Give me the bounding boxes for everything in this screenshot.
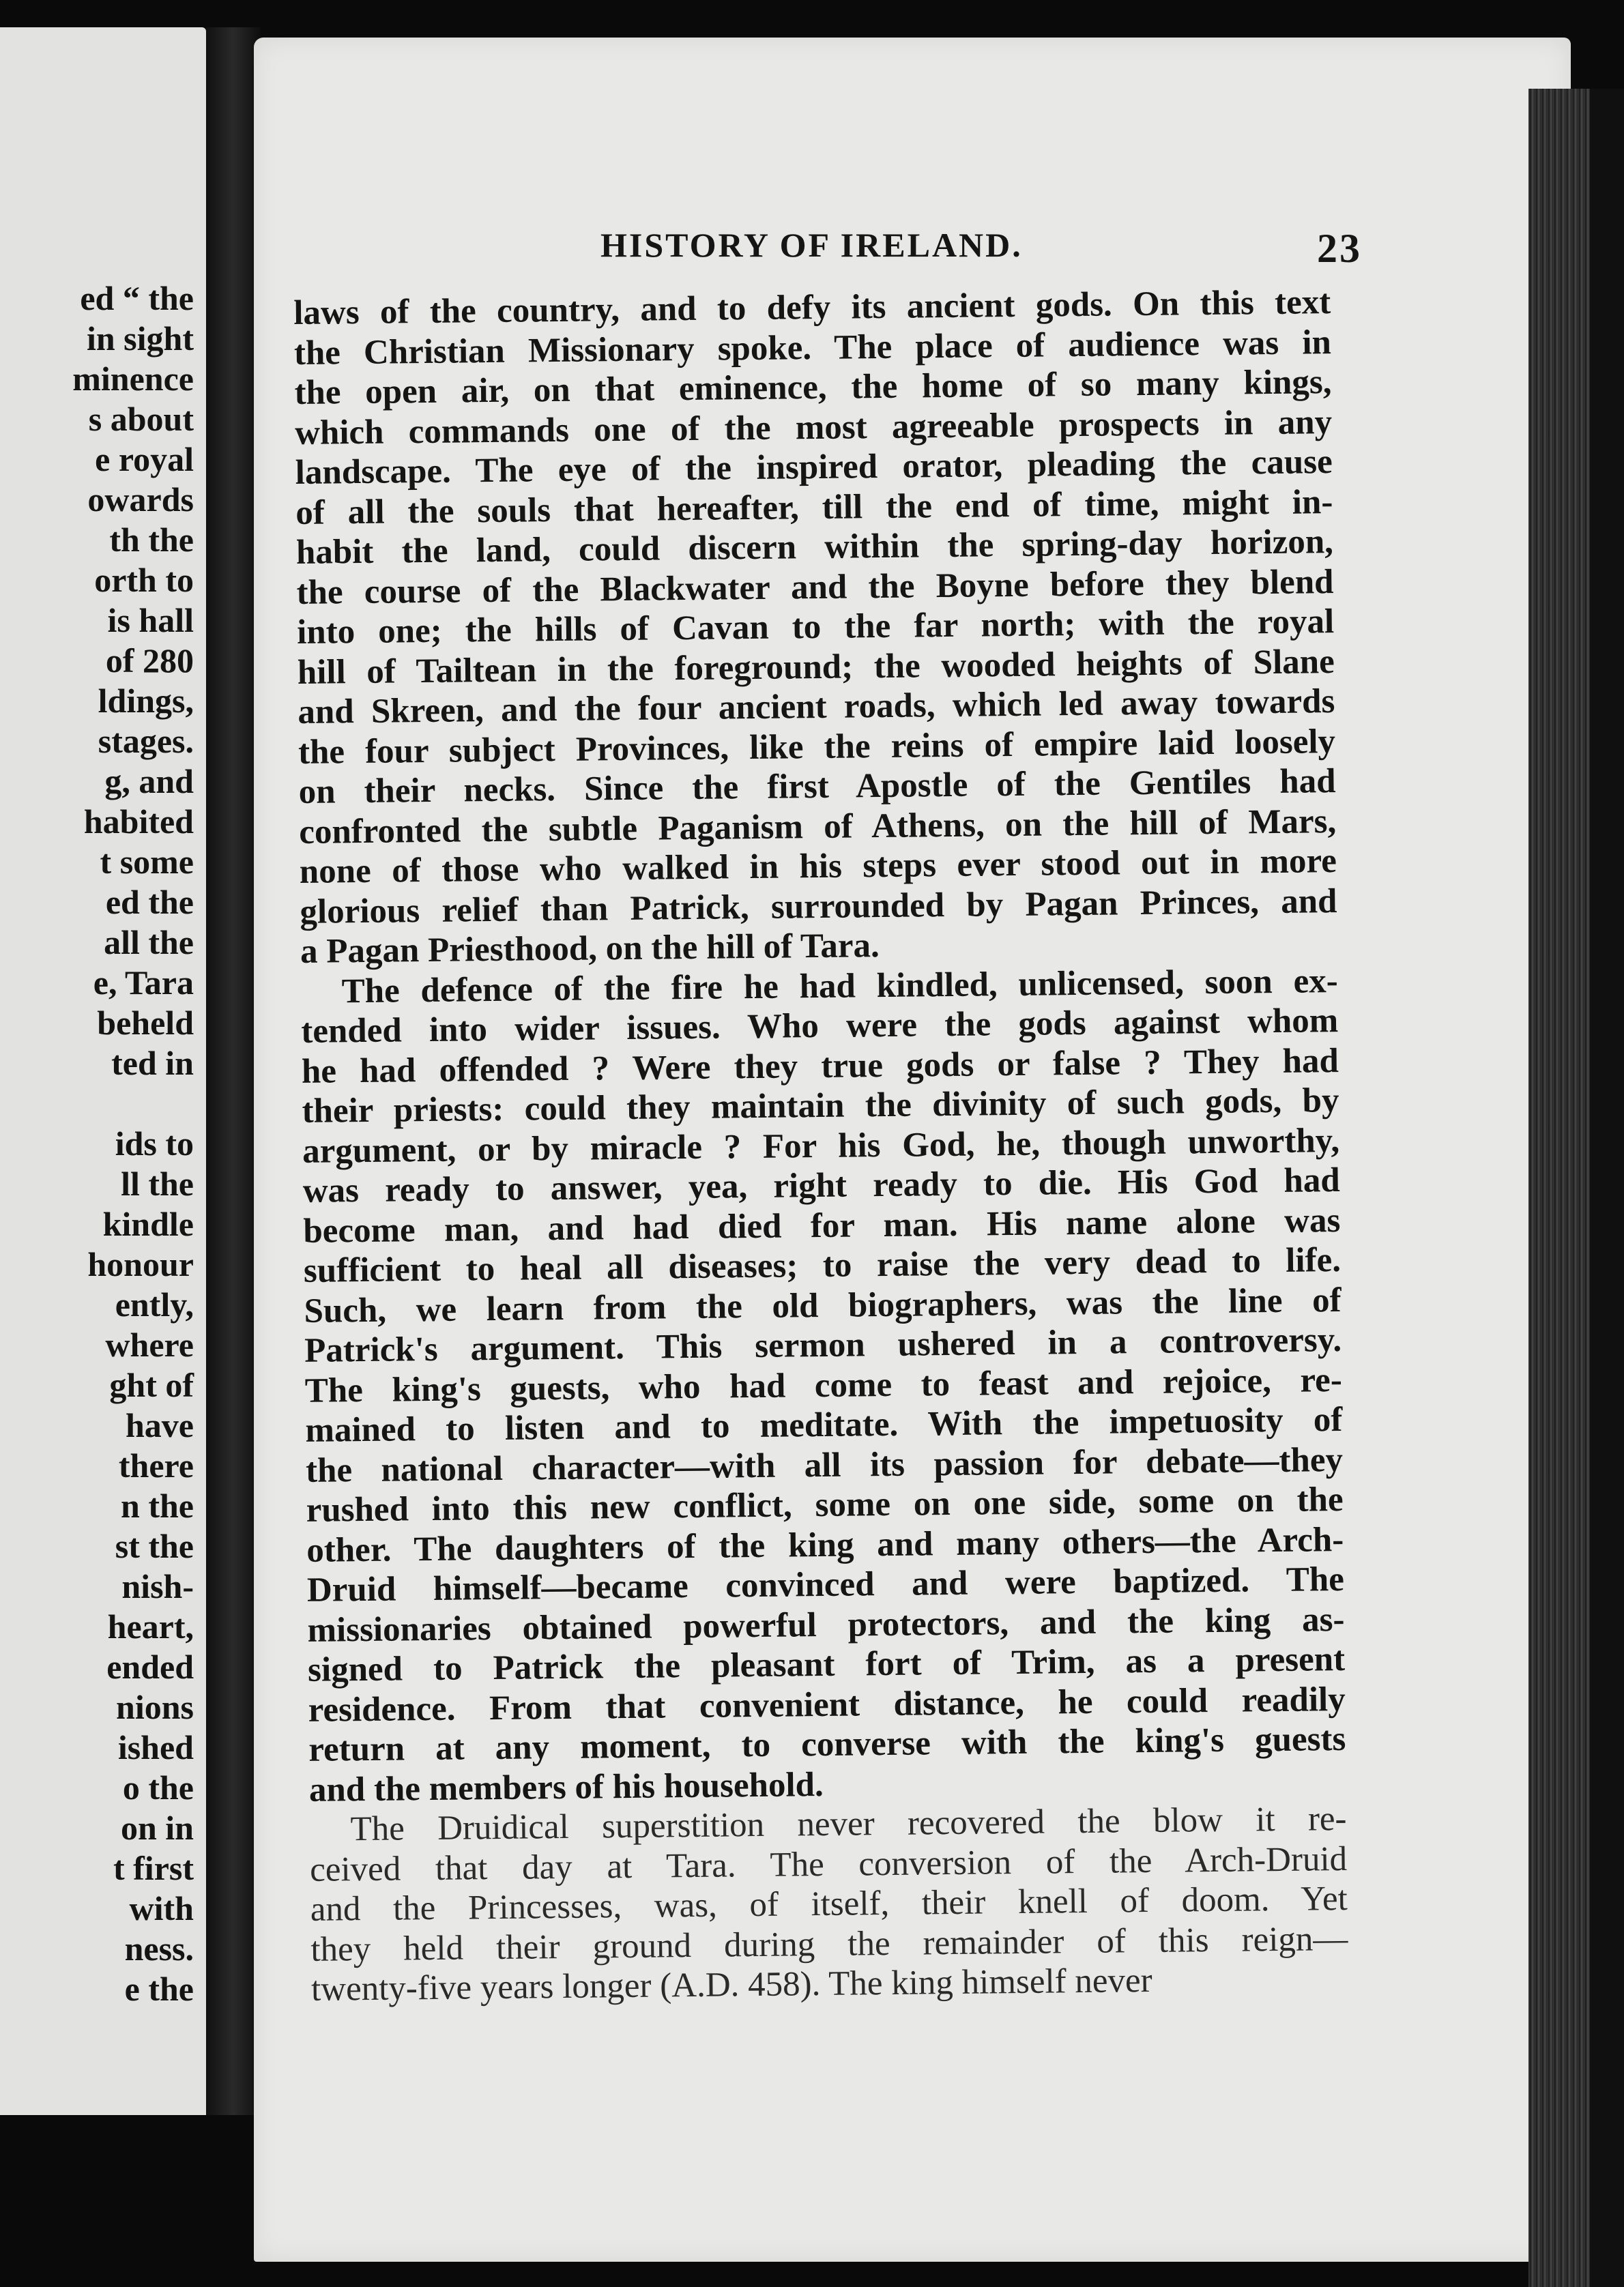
facing-line-fragment: ed “ the (80, 279, 194, 317)
text-line: sufficient to heal all diseases; to raise the very dead to life. (303, 1241, 1342, 1290)
facing-line-fragment: heart, (107, 1607, 194, 1646)
text-line: become man, and had died for man. His name alone was (303, 1201, 1341, 1251)
facing-line-fragment: t first (113, 1849, 194, 1887)
facing-line-fragment: s about (88, 400, 194, 438)
facing-line-fragment: ness. (124, 1929, 194, 1968)
facing-line-fragment: in sight (86, 319, 194, 358)
book-gutter (206, 27, 261, 2115)
text-line: rushed into this new conflict, some on one side, some on the (306, 1480, 1344, 1530)
facing-line-fragment: orth to (94, 561, 194, 599)
facing-line-fragment: st the (115, 1527, 194, 1565)
facing-line-fragment (72, 1083, 194, 1124)
facing-page-text (72, 278, 194, 2009)
text-line: they held their ground during the remainder of this reign— (310, 1919, 1348, 1969)
facing-line-fragment: th the (109, 521, 194, 559)
facing-line-fragment: with (129, 1889, 194, 1927)
text-line: missionaries obtained powerful protectors, and the king as- (307, 1600, 1345, 1650)
facing-line-fragment: ently, (115, 1285, 194, 1324)
text-line: laws of the country, and to defy its ancient gods. On this text (293, 283, 1331, 332)
facing-line-fragment: e royal (95, 440, 194, 478)
text-line: ceived that day at Tara. The conversion of the Arch-Druid (309, 1839, 1348, 1889)
text-line: hill of Tailtean in the foreground; the wooded heights of Slane (297, 642, 1335, 692)
facing-line-fragment: e the (124, 1970, 194, 2008)
facing-line-fragment: ll the (121, 1165, 194, 1203)
text-line: habit the land, could discern within the spring-day horizon, (295, 523, 1334, 572)
text-line: and the members of his household. (308, 1765, 824, 1809)
text-line: the open air, on that eminence, the home of so many kings, (294, 363, 1332, 412)
text-line: none of those who walked in his steps ever stood out in more (299, 842, 1337, 891)
text-line: confronted the subtle Paganism of Athens, on the hill of Mars, (298, 802, 1337, 851)
facing-line-fragment: nish- (121, 1567, 194, 1605)
text-line: and Skreen, and the four ancient roads, which led away towards (298, 682, 1335, 731)
text-line: signed to Patrick the pleasant fort of Trim, as a present (307, 1640, 1346, 1689)
paragraph-2 (300, 961, 1346, 1810)
page-number: 23 (1317, 226, 1362, 271)
text-line: argument, or by miracle ? For his God, he, though unworthy, (302, 1121, 1340, 1171)
text-line: other. The daughters of the king and many others—the Arch- (306, 1520, 1344, 1570)
text-line: Such, we learn from the old biographers, was the line of (304, 1281, 1342, 1330)
facing-line-fragment: ldings, (98, 682, 194, 720)
facing-line-fragment: minence (72, 360, 194, 398)
text-line: tended into wider issues. Who were the gods against whom (301, 1002, 1339, 1051)
facing-line-fragment: beheld (97, 1004, 194, 1042)
facing-line-fragment: of 280 (105, 641, 194, 680)
book-cover-edge (1590, 89, 1624, 2287)
text-line: return at any moment, to converse with the king's guests (308, 1719, 1346, 1769)
text-line: The king's guests, who had come to feast and rejoice, re- (304, 1360, 1343, 1410)
facing-line-fragment: o the (122, 1768, 194, 1807)
facing-page (0, 27, 206, 2115)
paragraph-1 (293, 282, 1337, 972)
text-line: on their necks. Since the first Apostle of the Gentiles had (298, 762, 1336, 811)
text-line: was ready to answer, yea, right ready to die. His God had (302, 1161, 1340, 1210)
facing-line-fragment: is hall (107, 601, 194, 639)
paragraph-3 (309, 1799, 1348, 2009)
text-line: The Druidical superstition never recovered the blow it re- (350, 1799, 1347, 1849)
facing-line-fragment: e, Tara (93, 963, 194, 1002)
facing-line-fragment: there (118, 1446, 194, 1485)
text-line: twenty-five years longer (A.D. 458). The king himself never (310, 1961, 1152, 2009)
facing-line-fragment: habited (83, 802, 194, 841)
text-line: a Pagan Priesthood, on the hill of Tara. (300, 927, 880, 971)
facing-line-fragment: g, and (104, 762, 194, 800)
facing-line-fragment: where (105, 1326, 194, 1364)
facing-line-fragment: owards (87, 480, 194, 519)
facing-line-fragment: all the (104, 923, 194, 961)
facing-line-fragment: on in (120, 1809, 194, 1847)
text-line: residence. From that convenient distance, he could readily (308, 1680, 1346, 1730)
text-line: glorious relief than Patrick, surrounded by Pagan Princes, and (300, 882, 1337, 931)
text-line: into one; the hills of Cavan to the far north; with the royal (296, 602, 1335, 652)
facing-line-fragment: honour (87, 1245, 194, 1283)
text-line: Druid himself—became convinced and were baptized. The (306, 1560, 1345, 1609)
text-line: the Christian Missionary spoke. The place of audience was in (293, 323, 1332, 373)
facing-line-fragment: ids to (115, 1124, 194, 1163)
text-line: mained to listen and to meditate. With the impetuosity of (305, 1400, 1343, 1450)
text-line: of all the souls that hereafter, till the end of time, might in- (295, 482, 1333, 532)
facing-line-fragment: ght of (109, 1366, 194, 1404)
text-line: which commands one of the most agreeable prospects in any (294, 403, 1333, 452)
facing-line-fragment: ted in (111, 1044, 194, 1082)
facing-line-fragment: n the (121, 1487, 194, 1525)
facing-line-fragment: nions (116, 1688, 194, 1726)
text-line: the national character—with all its passion for debate—they (305, 1440, 1344, 1490)
facing-line-fragment: stages. (98, 722, 194, 760)
facing-line-fragment: ended (106, 1648, 194, 1686)
text-line: he had offended ? Were they true gods or false ? They had (301, 1041, 1339, 1091)
text-line: their priests: could they maintain the divinity of such gods, by (302, 1081, 1339, 1131)
text-line: The defence of the fire he had kindled, unlicensed, soon ex- (341, 961, 1338, 1010)
facing-line-fragment: t some (100, 843, 194, 881)
facing-line-fragment: ished (117, 1728, 194, 1766)
text-line: landscape. The eye of the inspired orator, pleading the cause (295, 443, 1333, 492)
facing-line-fragment: kindle (102, 1205, 194, 1243)
facing-line-fragment: ed the (105, 883, 194, 921)
text-line: Patrick's argument. This sermon ushered in a controversy. (304, 1320, 1342, 1370)
text-line: and the Princesses, was, of itself, their knell of doom. Yet (310, 1879, 1348, 1929)
text-line: the course of the Blackwater and the Boyne before they blend (296, 562, 1334, 612)
page-body-text (293, 282, 1348, 2009)
running-title: HISTORY OF IRELAND. (600, 226, 1023, 264)
facing-line-fragment: have (126, 1406, 194, 1444)
text-line: the four subject Provinces, like the reins of empire laid loosely (298, 722, 1336, 772)
